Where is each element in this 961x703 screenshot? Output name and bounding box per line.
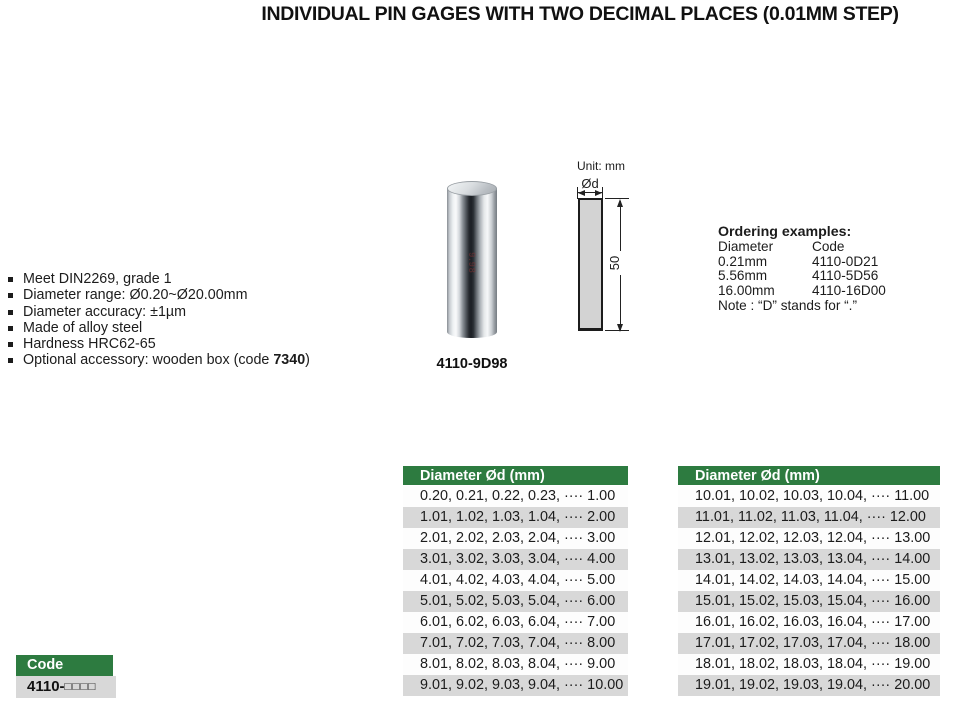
ordering-header-row: [718, 240, 948, 255]
ordering-row: [718, 255, 948, 270]
code-placeholder-boxes: □□□□: [64, 681, 97, 693]
feature-text: Hardness HRC62-65: [23, 336, 156, 353]
table-row: 3.01, 3.02, 3.03, 3.04, ···· 4.00: [403, 549, 628, 570]
bullet-square-icon: [8, 342, 13, 347]
bullet-square-icon: [8, 277, 13, 282]
ordering-code: 4110-16D00: [812, 283, 886, 299]
bullet-square-icon: [8, 326, 13, 331]
ordering-diameter: 5.56mm: [718, 268, 768, 284]
table-row: 13.01, 13.02, 13.03, 13.04, ···· 14.00: [678, 549, 940, 570]
feature-text: Diameter accuracy: ±1µm: [23, 303, 187, 320]
ordering-code: 4110-0D21: [812, 253, 879, 269]
feature-text-suffix: ): [305, 352, 310, 369]
bullet-square-icon: [8, 358, 13, 363]
table-row: 19.01, 19.02, 19.03, 19.04, ···· 20.00: [678, 675, 940, 696]
pin-top-face: [447, 181, 497, 196]
feature-item: [8, 336, 388, 352]
page-title: INDIVIDUAL PIN GAGES WITH TWO DECIMAL PLACES (0.01MM STEP): [261, 3, 899, 25]
feature-bold-text: 7340: [273, 352, 306, 369]
table-row: 7.01, 7.02, 7.03, 7.04, ···· 8.00: [403, 633, 628, 654]
pin-model-caption: 4110-9D98: [436, 356, 508, 372]
code-prefix: 4110-: [27, 678, 65, 695]
ordering-diameter: 16.00mm: [718, 283, 775, 299]
table-row: 6.01, 6.02, 6.03, 6.04, ···· 7.00: [403, 612, 628, 633]
ordering-col-diameter: Diameter: [718, 238, 774, 254]
table-header: Diameter Ød (mm): [403, 466, 628, 486]
pin-gage-photo: [447, 181, 497, 338]
ordering-diameter: 0.21mm: [718, 253, 768, 269]
unit-label: Unit: mm: [577, 159, 625, 173]
code-box-header: Code: [16, 655, 113, 676]
table-row: 17.01, 17.02, 17.03, 17.04, ···· 18.00: [678, 633, 940, 654]
bullet-square-icon: [8, 293, 13, 298]
table-row: 11.01, 11.02, 11.03, 11.04, ···· 12.00: [678, 507, 940, 528]
feature-item: [8, 304, 388, 320]
feature-list: [8, 271, 388, 369]
ordering-row: [718, 269, 948, 284]
length-dimension-label: 50: [607, 251, 621, 275]
table-row: 18.01, 18.02, 18.03, 18.04, ···· 19.00: [678, 654, 940, 675]
diameter-table-2: [678, 466, 940, 696]
feature-text: Diameter range: Ø0.20~Ø20.00mm: [23, 287, 248, 304]
pin-cylinder: [447, 188, 497, 338]
table-row: 9.01, 9.02, 9.03, 9.04, ···· 10.00: [403, 675, 628, 696]
feature-item: [8, 287, 388, 303]
table-row: 12.01, 12.02, 12.03, 12.04, ···· 13.00: [678, 528, 940, 549]
table-row: 0.20, 0.21, 0.22, 0.23, ···· 1.00: [403, 486, 628, 507]
table-row: 5.01, 5.02, 5.03, 5.04, ···· 6.00: [403, 591, 628, 612]
ordering-col-code: Code: [812, 238, 845, 254]
feature-item: [8, 352, 388, 368]
table-row: 16.01, 16.02, 16.03, 16.04, ···· 17.00: [678, 612, 940, 633]
code-box: [16, 655, 116, 698]
pin-size-marking: 9.98: [466, 252, 477, 274]
ordering-row: [718, 284, 948, 299]
ordering-title: Ordering examples:: [718, 224, 852, 240]
pin-outline-rect: [578, 198, 603, 331]
table-row: 14.01, 14.02, 14.03, 14.04, ···· 15.00: [678, 570, 940, 591]
feature-text: Made of alloy steel: [23, 319, 143, 336]
table-row: 15.01, 15.02, 15.03, 15.04, ···· 16.00: [678, 591, 940, 612]
arrow-right-icon: [595, 190, 602, 196]
table-row: 8.01, 8.02, 8.03, 8.04, ···· 9.00: [403, 654, 628, 675]
arrow-up-icon: [617, 199, 623, 207]
table-row: 4.01, 4.02, 4.03, 4.04, ···· 5.00: [403, 570, 628, 591]
ordering-examples: [718, 225, 948, 314]
table-row: 10.01, 10.02, 10.03, 10.04, ···· 11.00: [678, 486, 940, 507]
table-header: Diameter Ød (mm): [678, 466, 940, 486]
arrow-down-icon: [617, 324, 623, 332]
feature-text: Optional accessory: wooden box (code: [23, 352, 274, 369]
arrow-left-icon: [578, 190, 585, 196]
bullet-square-icon: [8, 310, 13, 315]
feature-text: Meet DIN2269, grade 1: [23, 271, 172, 287]
code-box-value: [16, 676, 116, 698]
feature-item: [8, 271, 388, 287]
table-row: 2.01, 2.02, 2.03, 2.04, ···· 3.00: [403, 528, 628, 549]
ordering-note: Note : “D” stands for “.”: [718, 297, 857, 313]
feature-item: [8, 320, 388, 336]
ordering-code: 4110-5D56: [812, 268, 879, 284]
diameter-dimension-label: Ød: [581, 176, 599, 191]
table-row: 1.01, 1.02, 1.03, 1.04, ···· 2.00: [403, 507, 628, 528]
diameter-table-1: [403, 466, 628, 696]
